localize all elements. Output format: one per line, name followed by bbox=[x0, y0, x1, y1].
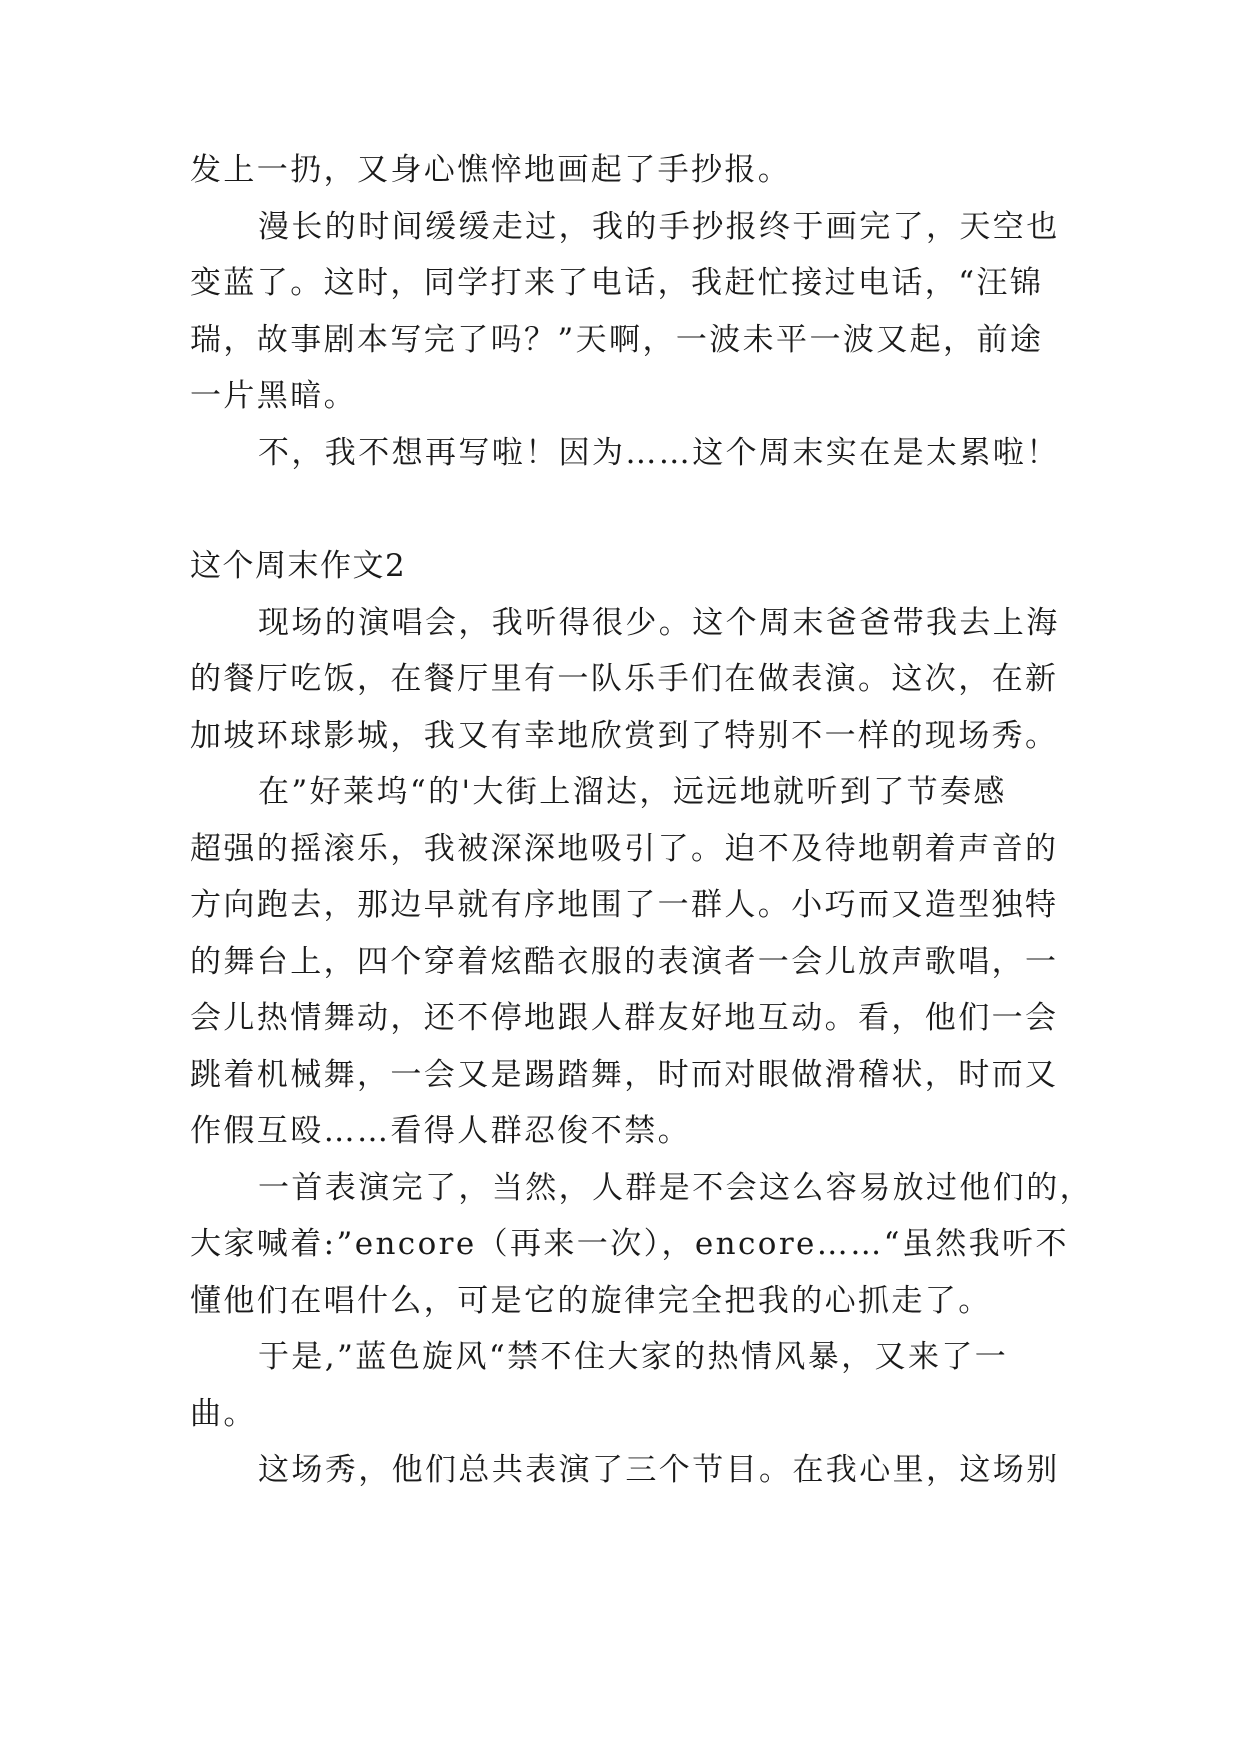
text-line: 的餐厅吃饭，在餐厅里有一队乐手们在做表演。这次，在新 bbox=[190, 661, 1059, 697]
paragraph-start: 漫长的时间缓缓走过，我的手抄报终于画完了，天空也 bbox=[258, 209, 1060, 245]
text-line: 大家喊着:”encore（再来一次），encore……“虽然我听不 bbox=[190, 1226, 1069, 1262]
text-line: 加坡环球影城，我又有幸地欣赏到了特别不一样的现场秀。 bbox=[190, 718, 1059, 754]
text-line: 懂他们在唱什么，可是它的旋律完全把我的心抓走了。 bbox=[190, 1283, 992, 1319]
text-line: 瑞，故事剧本写完了吗？”天啊，一波未平一波又起，前途 bbox=[190, 322, 1044, 358]
paragraph-start: 不，我不想再写啦！因为……这个周末实在是太累啦！ bbox=[258, 435, 1060, 471]
text-line: 发上一扔，又身心憔悴地画起了手抄报。 bbox=[190, 152, 792, 188]
text-line: 超强的摇滚乐，我被深深地吸引了。迫不及待地朝着声音的 bbox=[190, 831, 1059, 867]
section-heading: 这个周末作文2 bbox=[190, 548, 407, 584]
paragraph-start: 一首表演完了，当然，人群是不会这么容易放过他们的， bbox=[258, 1170, 1093, 1206]
paragraph-start: 在”好莱坞“的'大街上溜达，远远地就听到了节奏感 bbox=[258, 774, 1007, 810]
text-line: 曲。 bbox=[190, 1396, 257, 1432]
text-line: 跳着机械舞，一会又是踢踏舞，时而对眼做滑稽状，时而又 bbox=[190, 1057, 1059, 1093]
paragraph-start: 于是,”蓝色旋风“禁不住大家的热情风暴，又来了一 bbox=[258, 1339, 1009, 1375]
text-line: 变蓝了。这时，同学打来了电话，我赶忙接过电话，“汪锦 bbox=[190, 265, 1044, 301]
text-line: 的舞台上，四个穿着炫酷衣服的表演者一会儿放声歌唱，一 bbox=[190, 944, 1059, 980]
paragraph-start: 现场的演唱会，我听得很少。这个周末爸爸带我去上海 bbox=[258, 605, 1060, 641]
paragraph-start: 这场秀，他们总共表演了三个节目。在我心里，这场别 bbox=[258, 1452, 1060, 1488]
text-line: 会儿热情舞动，还不停地跟人群友好地互动。看，他们一会 bbox=[190, 1000, 1059, 1036]
text-line: 作假互殴……看得人群忍俊不禁。 bbox=[190, 1113, 691, 1149]
text-line: 一片黑暗。 bbox=[190, 378, 357, 414]
text-line: 方向跑去，那边早就有序地围了一群人。小巧而又造型独特 bbox=[190, 887, 1059, 923]
